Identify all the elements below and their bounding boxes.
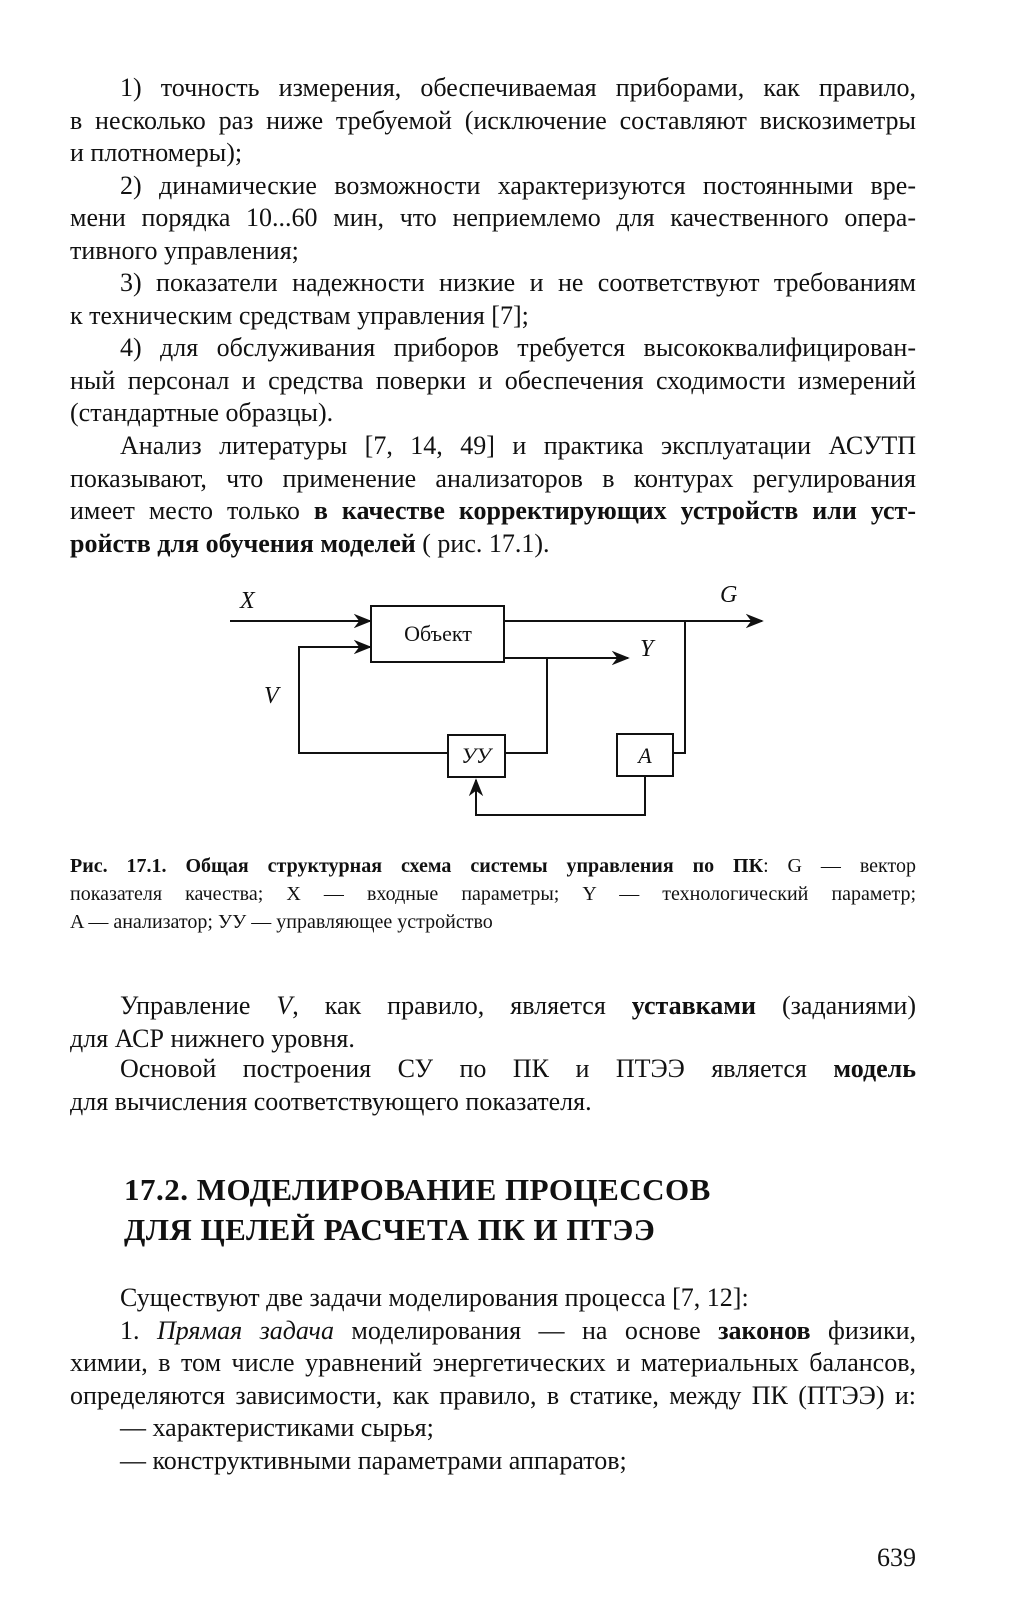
list-item-1-line-1: 1) точность измерения, обеспечиваемая приборами, как правило, bbox=[120, 73, 916, 102]
figure-caption bbox=[70, 852, 916, 936]
controller-block-label: УУ bbox=[461, 743, 491, 768]
control-line-1-a: Управление bbox=[120, 991, 277, 1020]
caption-line-1 bbox=[70, 852, 916, 880]
caption-figure-number: Рис. 17.1. bbox=[70, 855, 167, 877]
list-item-4-line-3: (стандартные образцы). bbox=[70, 398, 334, 427]
section-heading-line-1: 17.2. МОДЕЛИРОВАНИЕ ПРОЦЕССОВ bbox=[124, 1172, 711, 1207]
basis-line-1-bold: модель bbox=[833, 1054, 916, 1083]
feedback-to-analyzer-line bbox=[674, 621, 685, 753]
control-line-1-v: V bbox=[276, 991, 293, 1020]
basis-line-1-a: Основой построения СУ по ПК и ПТЭЭ является bbox=[120, 1054, 834, 1083]
task-1-line-3: определяются зависимости, как правило, в статике, между ПК (ПТЭЭ) и: bbox=[70, 1380, 916, 1410]
list-item-1-line-3: и плотномеры); bbox=[70, 138, 243, 167]
page-number: 639 bbox=[877, 1543, 916, 1572]
control-v-label: V bbox=[264, 683, 279, 709]
control-line-1-c: (заданиями) bbox=[755, 991, 916, 1020]
list-item-2-line-3: тивного управления; bbox=[70, 235, 299, 265]
tasks-paragraph bbox=[70, 1282, 916, 1477]
analysis-paragraph bbox=[70, 430, 916, 560]
control-line-2: для АСР нижнего уровня. bbox=[70, 1023, 355, 1053]
control-line-1-bold: уставками bbox=[631, 991, 756, 1020]
task-1-text-b: физики, bbox=[810, 1315, 916, 1345]
caption-line-3: A — анализатор; УУ — управляющее устройство bbox=[70, 911, 493, 933]
caption-line-2: показателя качества; X — входные параметры; Y — технологический параметр; bbox=[70, 883, 916, 905]
task-1-bold: законов bbox=[718, 1315, 811, 1345]
dash-item-1: — характеристиками сырья; bbox=[120, 1413, 434, 1442]
list-item-4-line-1: 4) для обслуживания приборов требуется высококвалифицирован- bbox=[120, 333, 916, 362]
analysis-line-1: Анализ литературы [7, 14, 49] и практика эксплуатации АСУТП bbox=[120, 431, 916, 460]
analysis-line-3 bbox=[70, 495, 916, 528]
task-1-italic: Прямая задача bbox=[156, 1315, 334, 1345]
output-g-label: G bbox=[720, 582, 738, 608]
task-1-number: 1. bbox=[120, 1315, 157, 1345]
list-item-2-line-2: мени порядка 10...60 мин, что неприемлемо для качественного опера- bbox=[70, 203, 916, 232]
analysis-line-4-text: ( рис. 17.1). bbox=[415, 528, 550, 558]
section-heading bbox=[124, 1170, 711, 1250]
analyzer-to-controller-line bbox=[476, 776, 645, 815]
dash-item-2: — конструктивными параметрами аппаратов; bbox=[120, 1445, 627, 1475]
basis-line-1 bbox=[70, 1053, 916, 1086]
task-1-text-a: моделирования — на основе bbox=[333, 1315, 719, 1345]
task-1-line-1 bbox=[70, 1315, 916, 1348]
analysis-line-4-bold: ройств для обучения моделей bbox=[70, 528, 416, 558]
analysis-line-3-bold: в качестве корректирующих устройств или уст- bbox=[313, 496, 916, 525]
task-1-line-2: химии, в том числе уравнений энергетических и материальных балансов, bbox=[70, 1348, 916, 1377]
section-heading-line-2: ДЛЯ ЦЕЛЕЙ РАСЧЕТА ПК И ПТЭЭ bbox=[124, 1212, 656, 1247]
basis-line-2: для вычисления соответствующего показателя. bbox=[70, 1086, 592, 1116]
list-item-3-line-1: 3) показатели надежности низкие и не соответствуют требованиям bbox=[120, 268, 916, 297]
caption-figure-title: Общая структурная схема системы управления по ПК bbox=[166, 855, 764, 877]
object-to-controller-line bbox=[505, 658, 547, 753]
basis-paragraph bbox=[70, 1053, 916, 1118]
caption-line-1-rest: : G — вектор bbox=[763, 855, 916, 877]
control-line-1-b: , как правило, является bbox=[292, 991, 632, 1020]
input-x-label: X bbox=[240, 588, 255, 614]
object-block-label: Объект bbox=[404, 621, 472, 646]
analysis-line-2: показывают, что применение анализаторов в контурах регулирования bbox=[70, 463, 916, 493]
tasks-intro: Существуют две задачи моделирования процесса [7, 12]: bbox=[120, 1283, 749, 1312]
list-item-1-line-2: в несколько раз ниже требуемой (исключение составляют вискозиметры bbox=[70, 105, 916, 135]
analyzer-block-label: A bbox=[638, 743, 652, 768]
control-system-diagram bbox=[0, 570, 1012, 840]
list-item-4-line-2: ный персонал и средства поверки и обеспечения сходимости измерений bbox=[70, 365, 916, 395]
requirements-list bbox=[70, 72, 916, 430]
control-paragraph bbox=[70, 990, 916, 1055]
analysis-line-4 bbox=[70, 528, 916, 561]
analysis-line-3-text: имеет место только bbox=[70, 496, 314, 525]
param-y-label: Y bbox=[640, 636, 654, 662]
list-item-3-line-2: к техническим средствам управления [7]; bbox=[70, 300, 529, 330]
control-line-1 bbox=[70, 990, 916, 1023]
list-item-2-line-1: 2) динамические возможности характеризуются постоянными вре- bbox=[120, 170, 916, 200]
